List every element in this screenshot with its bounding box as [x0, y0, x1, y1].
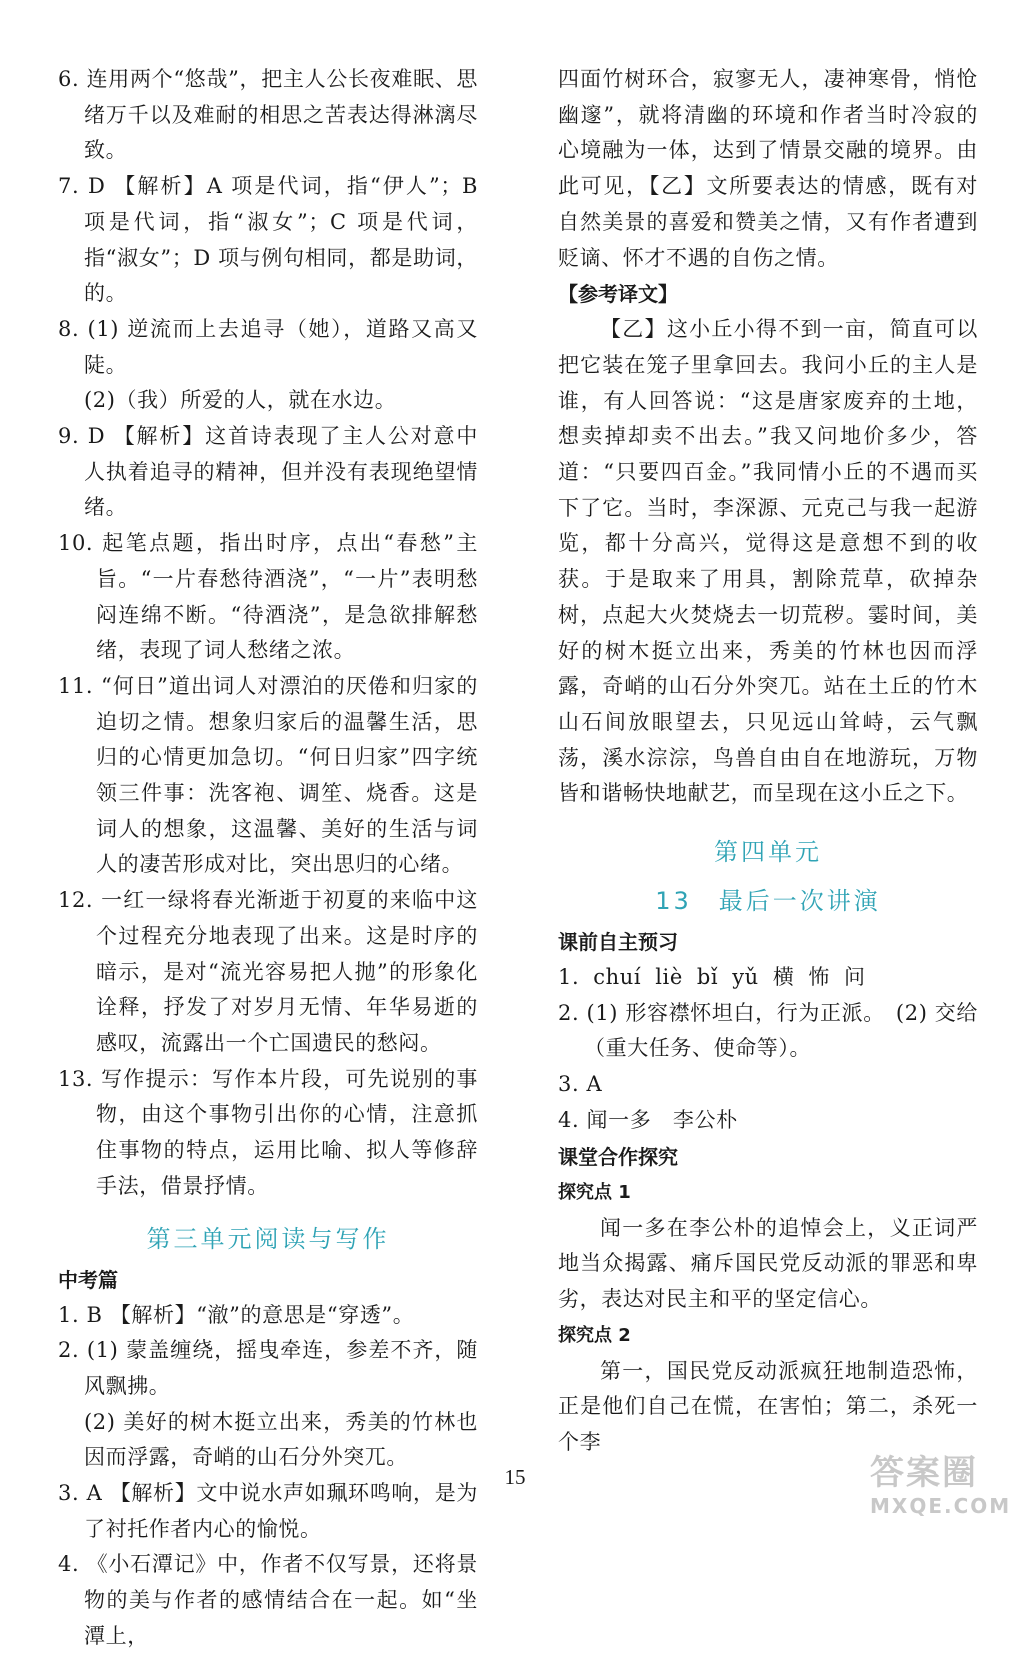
lesson-13-title: 13 最后一次讲演: [655, 887, 881, 916]
unit4-title: 第四单元: [714, 838, 822, 867]
answer-13: 13. 写作提示：写作本片段，可先说别的事物，由这个事物引出你的心情，注意抓住事物的特点，运用比喻、拟人等修辞手法，借景抒情。: [58, 1066, 478, 1198]
pinyin-item: chuí: [593, 965, 642, 990]
watermark-logo-text: 答案圈: [870, 1453, 978, 1493]
char-item: 横: [772, 965, 795, 990]
reference-translation-text: 【乙】这小丘小得不到一亩，简直可以把它装在笼子里拿回去。我问小丘的主人是谁，有人回答说：“这是唐家废弃的土地，想卖掉却卖不出去。”我又问地价多少，答道：“只要四百金。”我同情小丘的不遇而买下了它。当时，李深源、元克己与我一起游览，都十分高兴，觉得这是意想不到的收获。于是取来了用具，割除荒草，砍掉杂树，点起大火焚烧去一切荒秽。霎时间，美好的树木挺立出来，秀美的竹林也因而浮露，奇峭的山石分外突兀。站在土丘的竹木山石间放眼望去，只见远山耸峙，云气飘荡，溪水淙淙，鸟兽自由自在地游玩，万物皆和谐畅快地献艺，而呈现在这小丘之下。: [558, 317, 978, 806]
preview-answer-2: 2. (1) 形容襟怀坦白，行为正派。 (2) 交给（重大任务、使命等）。: [558, 1000, 978, 1061]
answer-a1: 1. B 【解析】“澈”的意思是“穿透”。: [58, 1302, 415, 1327]
answer-a2-1: 2. (1) 蒙盖缠绕，摇曳牵连，参差不齐，随风飘拂。: [58, 1338, 478, 1398]
preview-answer-1: [558, 960, 978, 996]
explore-point-2-text: 第一，国民党反动派疯狂地制造恐怖，正是他们自己在慌，在害怕；第二，杀死一个李: [558, 1358, 978, 1455]
pinyin-item: liè: [655, 965, 683, 990]
answer-9: 9. D 【解析】这首诗表现了主人公对意中人执着追寻的精神，但并没有表现绝望情绪。: [58, 424, 478, 520]
reference-translation-heading: 【参考译文】: [558, 282, 678, 307]
site-watermark: [870, 1445, 1010, 1530]
preview-answer-3: 3. A: [558, 1072, 603, 1097]
answer-12: 12. 一红一绿将春光渐逝于初夏的来临中这个过程充分地表现了出来。这是时序的暗示，是对“流光容易把人抛”的形象化诠释，抒发了对岁月无情、年华易逝的感叹，流露出一个亡国遗民的愁闷。: [58, 888, 478, 1055]
pinyin-item: yǔ: [732, 965, 759, 990]
answer-8-1: 8. (1) 逆流而上去追寻（她），道路又高又陡。: [58, 316, 478, 377]
preview-1-number: 1.: [558, 965, 580, 990]
right-column: [558, 62, 978, 1461]
answer-a2-2: (2) 美好的树木挺立出来，秀美的竹林也因而浮露，奇峭的山石分外突兀。: [84, 1409, 478, 1470]
cooperation-heading: 课堂合作探究: [558, 1144, 678, 1169]
answer-6: 6. 连用两个“悠哉”，把主人公长夜难眠、思绪万千以及难耐的相思之苦表达得淋漓尽致。: [58, 67, 478, 163]
left-column: [58, 62, 478, 1655]
char-item: 问: [844, 965, 866, 990]
answer-11: 11. “何日”道出词人对漂泊的厌倦和归家的迫切之情。想象归家后的温馨生活，思归的心情更加急切。“何日归家”四字统领三件事：洗客袍、调笙、烧香。这是词人的想象，这温馨、美好的生活与词人的凄苦形成对比，突出思归的心绪。: [58, 673, 478, 877]
answer-a4-continued: 四面竹树环合，寂寥无人，凄神寒骨，悄怆幽邃”，就将清幽的环境和作者当时冷寂的心境融为一体，达到了情景交融的境界。由此可见，【乙】文所要表达的情感，既有对自然美景的喜爱和赞美之情，又有作者遭到贬谪、怀才不遇的自伤之情。: [558, 67, 978, 270]
unit3-reading-writing-title: 第三单元阅读与写作: [146, 1224, 390, 1253]
page-number: 15: [504, 1465, 526, 1489]
answer-a4: 4. 《小石潭记》中，作者不仅写景，还将景物的美与作者的感情结合在一起。如“坐潭上，: [58, 1552, 478, 1648]
char-item: 怖: [808, 965, 831, 990]
explore-point-1-heading: 探究点 1: [558, 1181, 631, 1203]
answer-7: 7. D 【解析】A 项是代词，指“伊人”；B 项是代词，指“淑女”；C 项是代词，指“淑女”；D 项与例句相同，都是助词，的。: [58, 174, 478, 306]
answer-10: 10. 起笔点题，指出时序，点出“春愁”主旨。“一片春愁待酒浇”，“一片”表明愁闷连绵不断。“待酒浇”，是急欲排解愁绪，表现了词人愁绪之浓。: [58, 531, 478, 663]
zhongkao-heading: 中考篇: [58, 1267, 118, 1292]
preview-heading: 课前自主预习: [558, 930, 678, 955]
pinyin-item: bǐ: [696, 965, 719, 990]
answer-a3: 3. A 【解析】文中说水声如珮环鸣响，是为了衬托作者内心的愉悦。: [58, 1481, 478, 1541]
preview-answer-4: 4. 闻一多 李公朴: [558, 1107, 738, 1132]
explore-point-1-text: 闻一多在李公朴的追悼会上，义正词严地当众揭露、痛斥国民党反动派的罪恶和卑劣，表达对民主和平的坚定信心。: [558, 1215, 978, 1311]
answer-8-2: (2)（我）所爱的人，就在水边。: [84, 388, 397, 413]
watermark-url: MXQE.COM: [870, 1494, 1012, 1518]
explore-point-2-heading: 探究点 2: [558, 1324, 631, 1346]
